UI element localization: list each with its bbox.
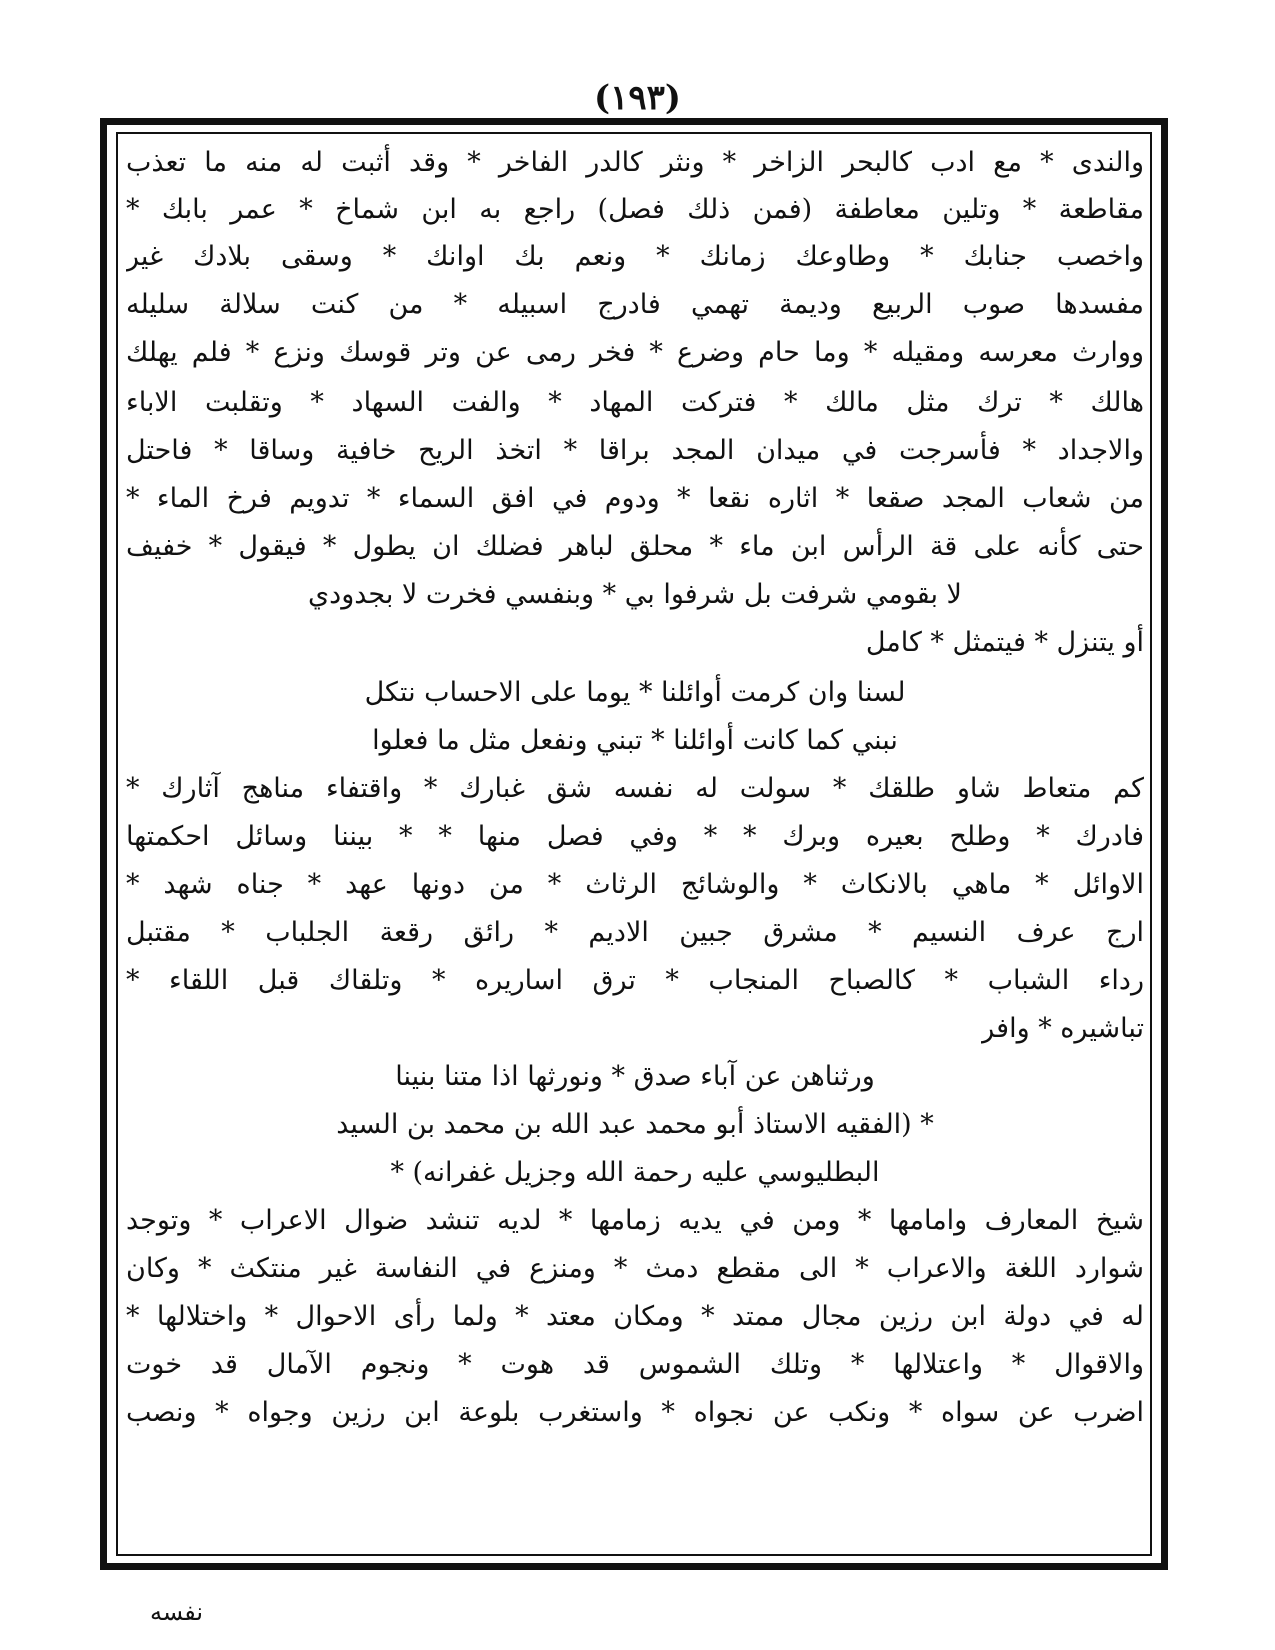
- text-line: اضرب عن سواه * ونكب عن نجواه * واستغرب بلوعة ابن رزين وجواه * ونصب: [126, 1397, 1144, 1428]
- verse-line: لسنا وان كرمت أوائلنا * يوما على الاحساب نتكل: [364, 677, 906, 708]
- text-line: والاقوال * واعتلالها * وتلك الشموس قد هوت * ونجوم الآمال قد خوت: [126, 1349, 1144, 1380]
- section-heading: * (الفقيه الاستاذ أبو محمد عبد الله بن محمد بن السيد: [336, 1109, 934, 1140]
- text-line: مفسدها صوب الربيع وديمة تهمي فادرج اسبيله * من كنت سلالة سليله: [126, 289, 1144, 320]
- text-line: واخصب جنابك * وطاوعك زمانك * ونعم بك اوانك * وسقى بلادك غير: [126, 241, 1144, 272]
- text-line: والندى * مع ادب كالبحر الزاخر * ونثر كالدر الفاخر * وقد أثبت له منه ما تعذب: [126, 147, 1144, 178]
- text-line: فادرك * وطلح بعيره وبرك * * وفي فصل منها * * بيننا وسائل احكمتها: [126, 821, 1144, 852]
- text-line: الاوائل * ماهي بالانكاث * والوشائج الرثاث * من دونها عهد * جناه شهد *: [126, 869, 1144, 900]
- text-line: ووارث معرسه ومقيله * وما حام وضرع * فخر رمى عن وتر قوسك ونزع * فلم يهلك: [126, 337, 1144, 368]
- verse-intro-line: أو يتنزل * فيتمثل * كامل: [865, 627, 1144, 658]
- text-line: هالك * ترك مثل مالك * فتركت المهاد * والفت السهاد * وتقلبت الاباء: [126, 387, 1144, 418]
- verse-line: نبني كما كانت أوائلنا * تبني ونفعل مثل ما فعلوا: [372, 725, 898, 756]
- text-line: حتى كأنه على قة الرأس ابن ماء * محلق لباهر فضلك ان يطول * فيقول * خفيف: [126, 531, 1144, 562]
- text-line: شيخ المعارف وامامها * ومن في يديه زمامها * لديه تنشد ضوال الاعراب * وتوجد: [126, 1205, 1144, 1236]
- text-line: رداء الشباب * كالصباح المنجاب * ترق اساريره * وتلقاك قبل اللقاء *: [126, 965, 1144, 996]
- section-heading: البطليوسي عليه رحمة الله وجزيل غفرانه) *: [390, 1157, 880, 1188]
- text-line: مقاطعة * وتلين معاطفة (فمن ذلك فصل) راجع به ابن شماخ * عمر بابك *: [126, 194, 1144, 225]
- text-line: من شعاب المجد صقعا * اثاره نقعا * ودوم في افق السماء * تدويم فرخ الماء *: [126, 483, 1144, 514]
- text-line: شوارد اللغة والاعراب * الى مقطع دمث * ومنزع في النفاسة غير منتكث * وكان: [126, 1253, 1144, 1284]
- verse-line: لا بقومي شرفت بل شرفوا بي * وبنفسي فخرت لا بجدودي: [308, 579, 962, 610]
- verse-line: ورثناهن عن آباء صدق * ونورثها اذا متنا بنينا: [395, 1061, 875, 1092]
- text-block: [126, 140, 1144, 1550]
- text-line: له في دولة ابن رزين مجال ممتد * ومكان معتد * ولما رأى الاحوال * واختلالها *: [126, 1301, 1144, 1332]
- text-line: ارج عرف النسيم * مشرق جبين الاديم * رائق رقعة الجلباب * مقتبل: [126, 917, 1144, 948]
- text-line: كم متعاط شاو طلقك * سولت له نفسه شق غبارك * واقتفاء مناهج آثارك *: [126, 773, 1144, 804]
- catchword: نفسه: [150, 1598, 204, 1626]
- page-number: (١٩٣): [594, 78, 681, 118]
- text-line: والاجداد * فأسرجت في ميدان المجد براقا * اتخذ الريح خافية وساقا * فاحتل: [126, 435, 1144, 466]
- verse-intro-line: تباشيره * وافر: [981, 1013, 1144, 1044]
